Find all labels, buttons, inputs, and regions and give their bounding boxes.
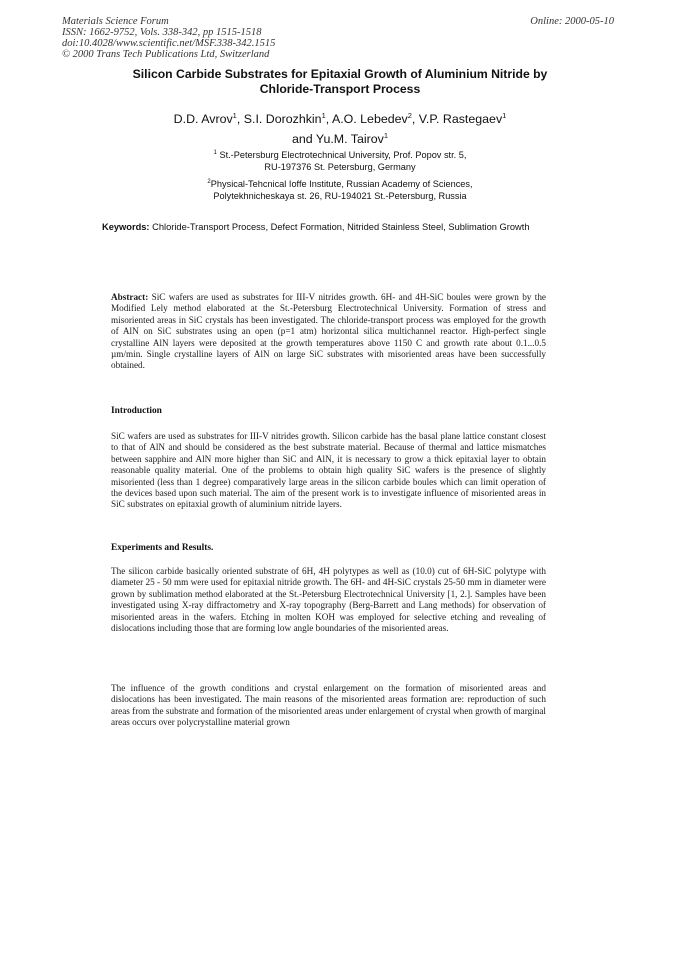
affiliation-1-number: 1 xyxy=(213,150,217,156)
doi-link[interactable]: doi:10.4028/www.scientific.net/MSF.338-342.1515 xyxy=(62,38,276,49)
abstract xyxy=(111,292,546,372)
author-1: D.D. Avrov xyxy=(173,112,233,127)
experiments-paragraph-1: The silicon carbide basically oriented substrate of 6H, 4H polytypes as well as (10.0) cut of 6H-SiC polytype with diameter 25 - 50 mm were used for epitaxial nitride growth. The 6H- and 4H-SiC crystals 25-50 mm in diameter were grown by sublimation method elaborated at the St.-Petersburg Electrotechnical University [1, 2.]. Samples have been investigated using X-ray diffractometry and X-ray topography (Berg-Barrett and Lang methods) for observation of misoriented areas in the wafers. Etching in molten KOH was employed for selective etching and revealing of dislocations including those that are forming low angle boundaries of the misoriented areas. xyxy=(111,566,546,634)
experiments-paragraph-2: The influence of the growth conditions and crystal enlargement on the formation of misoriented areas and dislocations has been investigated. The main reasons of the misoriented areas formation are: reproduction of such areas from the substrate and formation of the misoriented areas under enlargement of crystal when growth of marginal areas occurs over polycrystalline material grown xyxy=(111,683,546,728)
keywords xyxy=(102,222,542,234)
experiments-heading: Experiments and Results. xyxy=(111,543,214,553)
title-line-2: Chloride-Transport Process xyxy=(259,81,421,96)
journal-name: Materials Science Forum xyxy=(62,16,169,27)
keywords-label: Keywords: xyxy=(102,222,150,232)
author-list: D.D. Avrov$^1$, S.I. Dorozhkin$^1$, A.O. Lebedev$^2$, V.P. Rastegaev$^1$ and Yu.M. Tairov$^1$ xyxy=(173,111,507,146)
affiliation-2-line-1: Physical-Tehcnical Ioffe Institute, Russian Academy of Sciences, xyxy=(210,179,473,190)
keywords-text: Chloride-Transport Process, Defect Formation, Nitrided Stainless Steel, Sublimation Growth xyxy=(152,222,530,232)
paper-title xyxy=(70,67,610,96)
affiliation-2-line-2: Polytekhnicheskaya st. 26, RU-194021 St.-Petersburg, Russia xyxy=(213,190,467,201)
affiliation-2-number: 2 xyxy=(207,179,211,185)
abstract-text: SiC wafers are used as substrates for III-V nitrides growth. 6H- and 4H-SiC boules were grown by the Modified Lely method elaborated at the St.-Petersburg Electrotechnical University. Formation of stress and misoriented areas in SiC crystals has been investigated. The chloride-transport process was employed for the growth of AlN on SiC substrates using an open (p=1 atm) horizontal silica multichannel reactor. High-perfect single crystalline AlN layers were deposited at the growth temperatures above 1150 C and growth rate about 0.1...0.5 µm/min. Single crystalline layers of AlN on large SiC substrates with misoriented areas have been successfully obtained. xyxy=(111,292,546,371)
affiliation-1 xyxy=(120,148,560,173)
author-3: A.O. Lebedev xyxy=(331,112,408,127)
introduction-heading: Introduction xyxy=(111,406,162,416)
author-4-affil: 1 xyxy=(502,111,507,120)
affiliation-2 xyxy=(120,177,560,202)
author-2: S.I. Dorozhkin xyxy=(243,112,322,127)
online-date: Online: 2000-05-10 xyxy=(530,16,614,27)
author-3-affil: 2 xyxy=(407,111,412,120)
author-2-affil: 1 xyxy=(321,111,326,120)
title-line-1: Silicon Carbide Substrates for Epitaxial Growth of Aluminium Nitride by xyxy=(132,67,548,81)
author-4: V.P. Rastegaev xyxy=(418,112,503,127)
introduction-paragraph: SiC wafers are used as substrates for III-V nitrides growth. Silicon carbide has the basal plane lattice constant closest to that of AlN and should be considered as the best substrate material. Because of thermal and lattice mismatches between sapphire and AlN more higher than SiC and AlN, it is necessary to grow a thick epitaxial layer to obtain reasonable quality material. One of the problems to obtain high quality SiC wafers is the presence of slightly misoriented (less than 1 degree) comparatively large areas in the silicon carbide boules which can limit operation of the devices based upon such material. The aim of the present work is to investigate influence of misoriented areas in SiC substrates on epitaxial growth of aluminium nitride layers. xyxy=(111,431,546,510)
issn: ISSN: 1662-9752, Vols. 338-342, pp 1515-1518 xyxy=(62,27,262,38)
author-5-affil: 1 xyxy=(383,130,388,140)
copyright: © 2000 Trans Tech Publications Ltd, Switzerland xyxy=(62,49,270,60)
abstract-label: Abstract: xyxy=(111,292,149,302)
author-1-affil: 1 xyxy=(232,111,237,120)
journal-meta xyxy=(62,16,275,60)
affiliation-1-line-1: St.-Petersburg Electrotechnical University, Prof. Popov str. 5, xyxy=(219,150,467,161)
author-5: and Yu.M. Tairov xyxy=(291,131,384,146)
affiliation-1-line-2: RU-197376 St. Petersburg, Germany xyxy=(264,161,416,172)
